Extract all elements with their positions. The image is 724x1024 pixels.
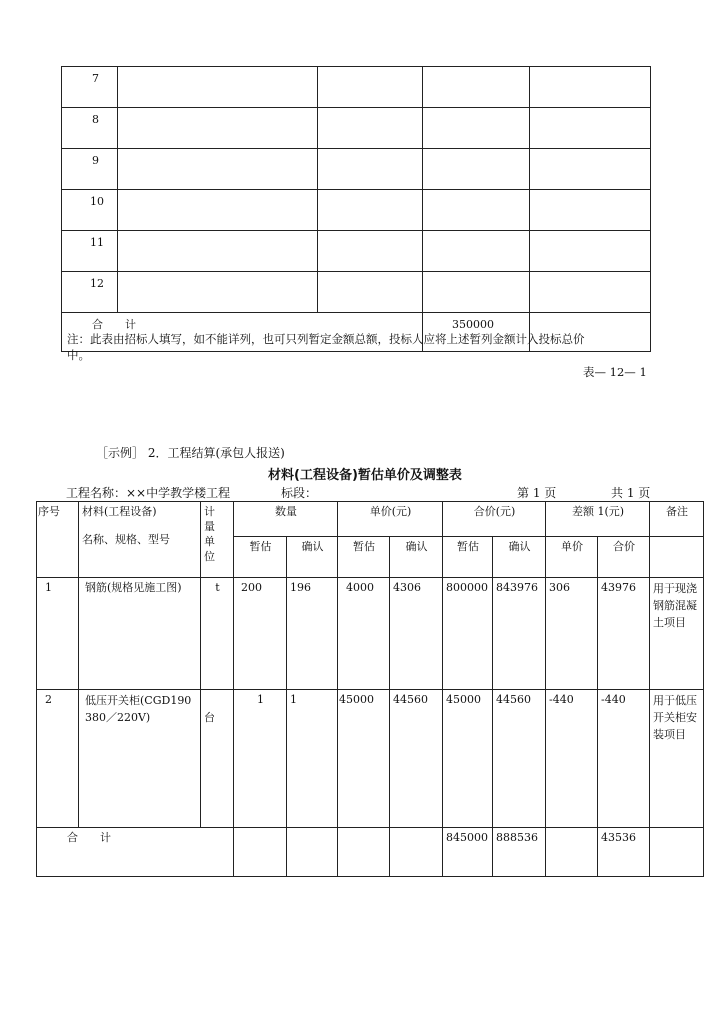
row-number: 12 [62,272,118,313]
provisional-sum-table [61,66,651,352]
table-row [62,231,651,272]
cell-unit: 台 [201,690,234,828]
cell-qty-confirm: 196 [287,578,338,690]
subheader-up-est: 暂估 [338,537,390,578]
table-row [62,272,651,313]
header-seq: 序号 [37,502,79,578]
section-label: 标段： [281,486,318,500]
subheader-up-confirm: 确认 [390,537,443,578]
row-number: 11 [62,231,118,272]
project-name: 工程名称：××中学教学楼工程 [66,486,231,500]
subheader-tp-confirm: 确认 [493,537,546,578]
cell-seq: 1 [37,578,79,690]
total-value: 350000 [423,313,530,352]
cell-qty-est: 200 [234,578,287,690]
cell-tp-est: 45000 [443,690,493,828]
header-material-line1: 材料(工程设备) [82,505,157,518]
header-unit-price: 单价(元) [338,502,443,537]
note-line-2: 中。 [67,348,90,362]
cell-diff-total: -440 [598,690,650,828]
cell-tp-est: 800000 [443,578,493,690]
total-diff-total: 43536 [598,828,650,877]
note-line-1: 注：此表由招标人填写，如不能详列，也可只列暂定金额总额，投标人应将上述暂列金额计入投标总价 [67,332,585,346]
row-number: 7 [62,67,118,108]
cell-name: 低压开关柜(CGD190380／220V) [79,690,201,828]
cell-unit: t [201,578,234,690]
header-total-price: 合价(元) [443,502,546,537]
total-label: 合 计 [37,828,234,877]
cell-up-confirm: 44560 [390,690,443,828]
header-row [37,502,704,537]
table-row [62,190,651,231]
header-remark: 备注 [650,502,704,537]
header-unit: 计量单位 [201,502,234,578]
subheader-qty-confirm: 确认 [287,537,338,578]
cell-diff-total: 43976 [598,578,650,690]
page-number: 第 1 页 [517,486,557,500]
cell-tp-confirm: 843976 [493,578,546,690]
header-material [79,502,201,578]
table-row [62,67,651,108]
material-price-adjustment-table [36,501,704,877]
subheader-diff-unit: 单价 [546,537,598,578]
example-label: ［示例］ 2．工程结算(承包人报送) [96,446,285,460]
cell-diff-unit: 306 [546,578,598,690]
header-material-line2: 名称、规格、型号 [82,533,170,546]
page-title: 材料(工程设备)暂估单价及调整表 [268,468,462,483]
cell-qty-est: 1 [234,690,287,828]
cell-up-confirm: 4306 [390,578,443,690]
total-tp-confirm: 888536 [493,828,546,877]
cell-seq: 2 [37,690,79,828]
cell-diff-unit: -440 [546,690,598,828]
total-row [37,828,704,877]
cell-tp-confirm: 44560 [493,690,546,828]
table-row [62,108,651,149]
cell-remark: 用于低压开关柜安装项目 [650,690,704,828]
row-number: 9 [62,149,118,190]
cell-qty-confirm: 1 [287,690,338,828]
cell-up-est: 4000 [338,578,390,690]
total-label: 合 计 [62,313,423,352]
header-quantity: 数量 [234,502,338,537]
row-number: 8 [62,108,118,149]
header-difference: 差额 1(元) [546,502,650,537]
table-row [37,690,704,828]
row-number: 10 [62,190,118,231]
cell-remark: 用于现浇钢筋混凝土项目 [650,578,704,690]
subheader-tp-est: 暂估 [443,537,493,578]
table-row [62,149,651,190]
subheader-diff-total: 合价 [598,537,650,578]
total-tp-est: 845000 [443,828,493,877]
table-row [37,578,704,690]
cell-up-est: 45000 [338,690,390,828]
total-pages: 共 1 页 [611,486,651,500]
cell-name: 钢筋(规格见施工图) [79,578,201,690]
subheader-qty-est: 暂估 [234,537,287,578]
table-reference: 表— 12— 1 [583,365,647,379]
